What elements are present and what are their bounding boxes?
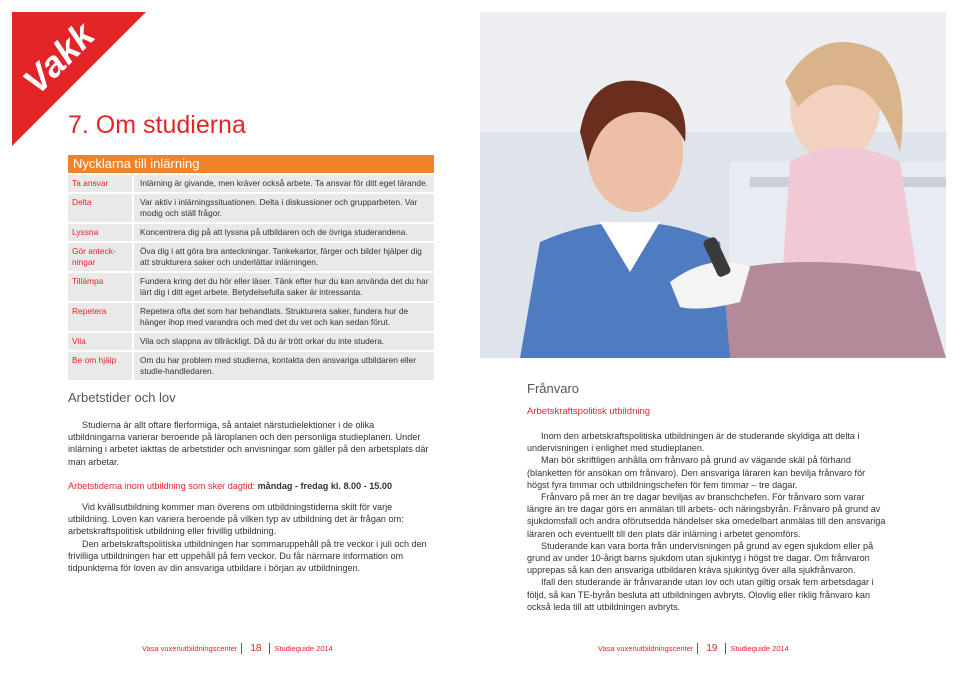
row-key: Repetera — [72, 306, 107, 316]
table-row — [68, 350, 434, 380]
row-text: Om du har problem med studierna, kontakta den ansvariga utbildaren eller studie-handledaren. — [132, 352, 434, 380]
holidays-text — [68, 501, 430, 574]
logo-text: Vakk — [14, 14, 103, 102]
absence-heading: Frånvaro — [527, 381, 580, 396]
row-text: Var aktiv i inlärningssituationen. Delta i diskussioner och grupparbeten. Var modig och ställ frågor. — [132, 194, 434, 222]
row-text: Repetera ofta det som har behandlats. Strukturera saker, fundera hur de hänger ihop med varandra och med det du vet och kan sedan förut. — [132, 303, 434, 331]
footer-org: Vasa vuxenutbildningscenter — [598, 643, 694, 653]
table-header: Nycklarna till inlärning — [68, 155, 434, 173]
table-row — [68, 241, 434, 271]
working-hours-heading: Arbetstider och lov — [68, 390, 176, 405]
learning-keys-table — [68, 155, 434, 380]
page-title: 7. Om studierna — [68, 111, 246, 139]
hours-value: måndag - fredag kl. 8.00 - 15.00 — [257, 481, 393, 491]
paragraph: Den arbetskraftspolitiska utbildningen har sommaruppehåll på tre veckor i juli och den frivilliga utbildningen har ett uppehåll på fem veckor. Du får närmare information om tidpunkterna för loven av din ansvariga utbildare i början av utbildningen. — [68, 538, 427, 574]
row-key: Lyssna — [72, 227, 99, 237]
paragraph: Vid kvällsutbildning kommer man överens om utbildningstiderna skilt för varje utbildning. Loven kan variera beroende på vilken typ av utbildning det är frågan om: arbetskraftspolitisk utbildning eller frivillig utbildning. — [68, 502, 404, 537]
row-text: Fundera kring det du hör eller läser. Tänk efter hur du kan använda det du har lärt dig i ditt eget arbete. Betydelsefulla saker är intressanta. — [132, 273, 434, 301]
row-text: Vila och slappna av tillräckligt. Då du är trött orkar du inte studera. — [132, 333, 434, 350]
paragraph: Man bör skriftligen anhålla om frånvaro på grund av vägande skäl på förhand (blanketten för ansökan om frånvaro). Den ansvariga läraren kan bevilja frånvaro för högst fyra timmar och utbildningschefen för fem timmar – tre dagar. — [527, 455, 866, 490]
table-row — [68, 173, 434, 192]
row-text: Inlärning är givande, men kräver också arbete. Ta ansvar för ditt eget lärande. — [132, 175, 434, 192]
daytime-hours — [68, 480, 430, 492]
table-row — [68, 271, 434, 301]
paragraph: Studerande kan vara borta från undervisningen på grund av egen sjukdom eller på grund av under 10-årigt barns sjukdom utan sjukintyg i högst tre dagar. Om frånvaron upprepas så kan den ansvariga utbildaren kräva sjukintyg över alla sjukfrånvaron. — [527, 540, 874, 576]
row-key: Vila — [72, 336, 86, 346]
absence-text — [527, 430, 889, 613]
table-row — [68, 301, 434, 331]
table-row — [68, 192, 434, 222]
absence-subheading: Arbetskraftspolitisk utbildning — [527, 406, 651, 417]
row-text: Öva dig i att göra bra anteckningar. Tankekartor, färger och bilder hjälper dig att strukturera saker och underlättar inlärningen. — [132, 243, 434, 271]
hours-label: Arbetstiderna inom utbildning som sker dagtid: — [68, 481, 256, 491]
footer-guide: Studieguide 2014 — [274, 643, 333, 653]
footer-org: Vasa vuxenutbildningscenter — [142, 643, 238, 653]
footer-right — [598, 638, 789, 658]
working-hours-intro — [68, 419, 430, 468]
footer-left — [142, 638, 333, 658]
nurse-child-photo — [480, 12, 946, 358]
row-text: Koncentrera dig på att lyssna på utbildaren och de övriga studerandena. — [132, 224, 434, 241]
footer-guide: Studieguide 2014 — [730, 643, 789, 653]
table-row — [68, 222, 434, 241]
row-key: Be om hjälp — [72, 355, 117, 365]
row-key: Tillämpa — [72, 276, 104, 286]
row-key: Ta ansvar — [72, 178, 109, 188]
row-key: Gör anteck-ningar — [72, 246, 116, 267]
page-number: 18 — [241, 643, 270, 654]
row-key: Delta — [72, 197, 92, 207]
page-number: 19 — [697, 643, 726, 654]
paragraph: Frånvaro på mer än tre dagar beviljas av branschchefen. För frånvaro som varar längre än tre dagar görs en anmälan till arbets- och näringsbyrån. Frånvaro på grund av sjukdomsfall och andra oförutsedda händelser ska omedelbart anmälas till den ansvariga läraren och eventuellt till den plats där inlärning i arbetet genomförs. — [527, 492, 886, 539]
paragraph: Inom den arbetskraftspolitiska utbildningen är de studerande skyldiga att delta i undervisningen i enlighet med studieplanen. — [527, 431, 860, 454]
paragraph: Ifall den studerande är frånvarande utan lov och utan giltig orsak fem arbetsdagar i följd, så kan TE-byrån besluta att utbildningen avbryts. Olovlig eller riklig frånvaro kan också leda till att utbildningen avbryts. — [527, 577, 874, 612]
paragraph: Studierna är allt oftare flerformiga, så antalet närstudielektioner i de olika utbildningarna varierar beroende på läroplanen och den personliga studieplanen. Under inlärning i arbetet iakttas de arbetstider och anvisningar som gäller på den arbetsplats där man arbetar. — [68, 420, 429, 467]
table-row — [68, 331, 434, 350]
